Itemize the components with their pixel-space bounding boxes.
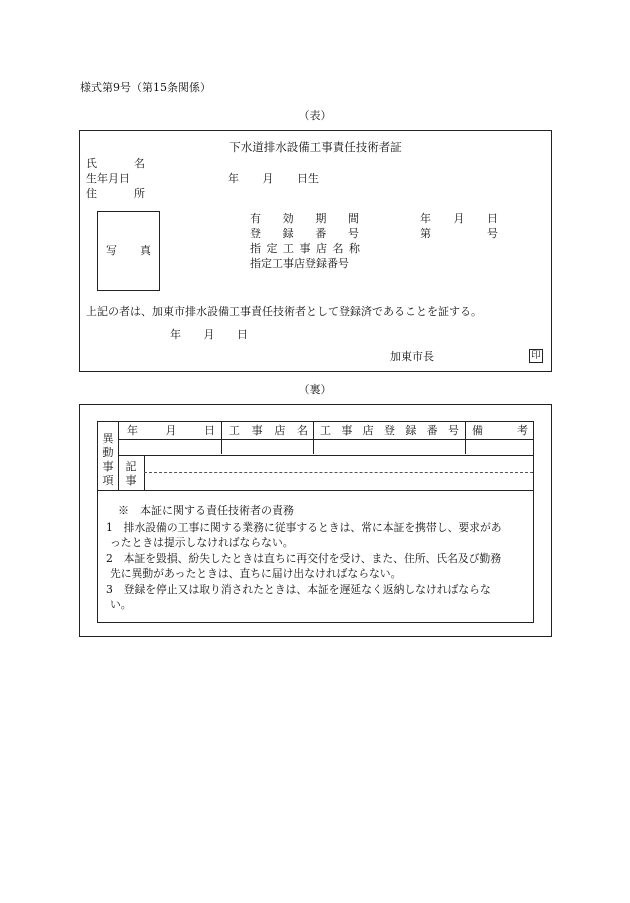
registration-value [420, 228, 498, 239]
address-label [86, 188, 145, 199]
duty-line: ったときは提示しなければならない。 [110, 536, 294, 549]
contractor-name-char: 店 [316, 242, 327, 255]
registration-prefix: 第 [420, 227, 431, 240]
certification-text: 上記の者は、加東市排水設備工事責任技術者として登録済であることを証する。 [86, 305, 482, 318]
contractor-name-char: 名 [332, 242, 344, 255]
validity-label-char: 有 [250, 212, 261, 225]
header-month: 月 [165, 424, 177, 437]
duties-heading: ※ 本証に関する責任技術者の責務 [118, 504, 294, 517]
header-contractor-char: 事 [251, 424, 263, 437]
name-label [86, 158, 145, 169]
registration-label-char: 録 [282, 227, 294, 240]
header-contractor-number-char: 店 [362, 424, 374, 437]
issuer: 加東市長 [390, 350, 434, 363]
contractor-name-char: 事 [299, 242, 311, 255]
duty-line: 3 登録を停止又は取り消されたときは、本証を遅延なく返納しなければならな [106, 583, 491, 596]
duties-section [97, 491, 534, 623]
header-remarks-char: 備 [472, 424, 483, 437]
registration-label [250, 228, 359, 239]
duty-line: 2 本証を毀損、紛失したときは直ちに再交付を受け、また、住所、氏名及び勤務 [106, 552, 502, 565]
header-remarks-char: 考 [517, 424, 528, 437]
issue-year: 年 [170, 328, 181, 341]
photo-box [97, 211, 160, 291]
header-remarks [472, 425, 528, 436]
issue-day: 日 [237, 328, 248, 341]
validity-value [420, 213, 498, 224]
birthdate-month: 月 [262, 172, 274, 185]
photo-label-char: 真 [140, 244, 151, 257]
photo-label-char: 写 [106, 244, 117, 257]
seal-mark: 印 [529, 349, 543, 363]
changes-label-char: 事 [102, 460, 114, 473]
header-day: 日 [204, 424, 215, 437]
changes-label-char: 項 [102, 474, 114, 487]
contractor-number-label: 指定工事店登録番号 [250, 257, 349, 270]
registration-label-char: 番 [315, 227, 327, 240]
header-contractor-char: 名 [296, 424, 308, 437]
contractor-name-label [250, 243, 360, 254]
front-card [79, 130, 552, 372]
contractor-name-char: 称 [349, 242, 360, 255]
photo-label [106, 245, 151, 256]
registration-label-char: 号 [347, 227, 359, 240]
header-contractor [229, 425, 308, 436]
back-side-label: （裏） [298, 383, 332, 396]
front-side-label: （表） [298, 109, 332, 122]
validity-label-char: 間 [347, 212, 359, 225]
header-contractor-number-char: 事 [341, 424, 353, 437]
header-contractor-number [320, 425, 459, 436]
validity-label-char: 効 [282, 212, 294, 225]
header-contractor-number-char: 工 [320, 424, 331, 437]
contractor-name-char: 定 [266, 242, 278, 255]
change-history-table [97, 421, 534, 491]
issue-month: 月 [203, 328, 215, 341]
name-label-char: 名 [134, 157, 145, 170]
header-contractor-number-char: 登 [383, 424, 395, 437]
validity-day: 日 [487, 212, 498, 225]
duty-line: 1 排水設備の工事に関する業務に従事するときは、常に本証を携帯し、要求があ [106, 521, 502, 534]
header-contractor-number-char: 録 [405, 424, 417, 437]
validity-label [250, 213, 359, 224]
address-label-char: 住 [86, 187, 97, 200]
header-contractor-char: 店 [274, 424, 286, 437]
validity-label-char: 期 [315, 212, 327, 225]
duty-line: い。 [110, 598, 132, 611]
registration-label-char: 登 [250, 227, 261, 240]
changes-label-char: 異 [102, 432, 114, 445]
address-label-char: 所 [134, 187, 145, 200]
notes-label-char: 記 [125, 460, 137, 473]
validity-year: 年 [420, 212, 431, 225]
birthdate-year: 年 [228, 172, 239, 185]
changes-label [98, 432, 118, 488]
changes-label-char: 動 [102, 446, 114, 459]
header-contractor-char: 工 [229, 424, 240, 437]
birthdate-label: 生年月日 [86, 172, 130, 185]
header-date [127, 425, 215, 436]
contractor-name-char: 指 [250, 242, 261, 255]
notes-label [118, 460, 144, 488]
duty-line: 先に異動があったときは、直ちに届け出なければならない。 [110, 567, 402, 580]
header-year: 年 [127, 424, 138, 437]
card-title: 下水道排水設備工事責任技術者証 [229, 140, 402, 154]
header-contractor-number-char: 番 [426, 424, 438, 437]
issue-date [170, 329, 248, 340]
validity-month: 月 [453, 212, 465, 225]
name-label-char: 氏 [86, 157, 97, 170]
contractor-name-char: 工 [283, 242, 294, 255]
notes-label-char: 事 [125, 474, 137, 487]
back-card [79, 404, 552, 637]
birthdate-value [228, 173, 319, 184]
birthdate-day: 日生 [297, 172, 319, 185]
form-number: 様式第9号（第15条関係） [80, 81, 211, 94]
registration-suffix: 号 [487, 227, 498, 240]
header-contractor-number-char: 号 [447, 424, 459, 437]
